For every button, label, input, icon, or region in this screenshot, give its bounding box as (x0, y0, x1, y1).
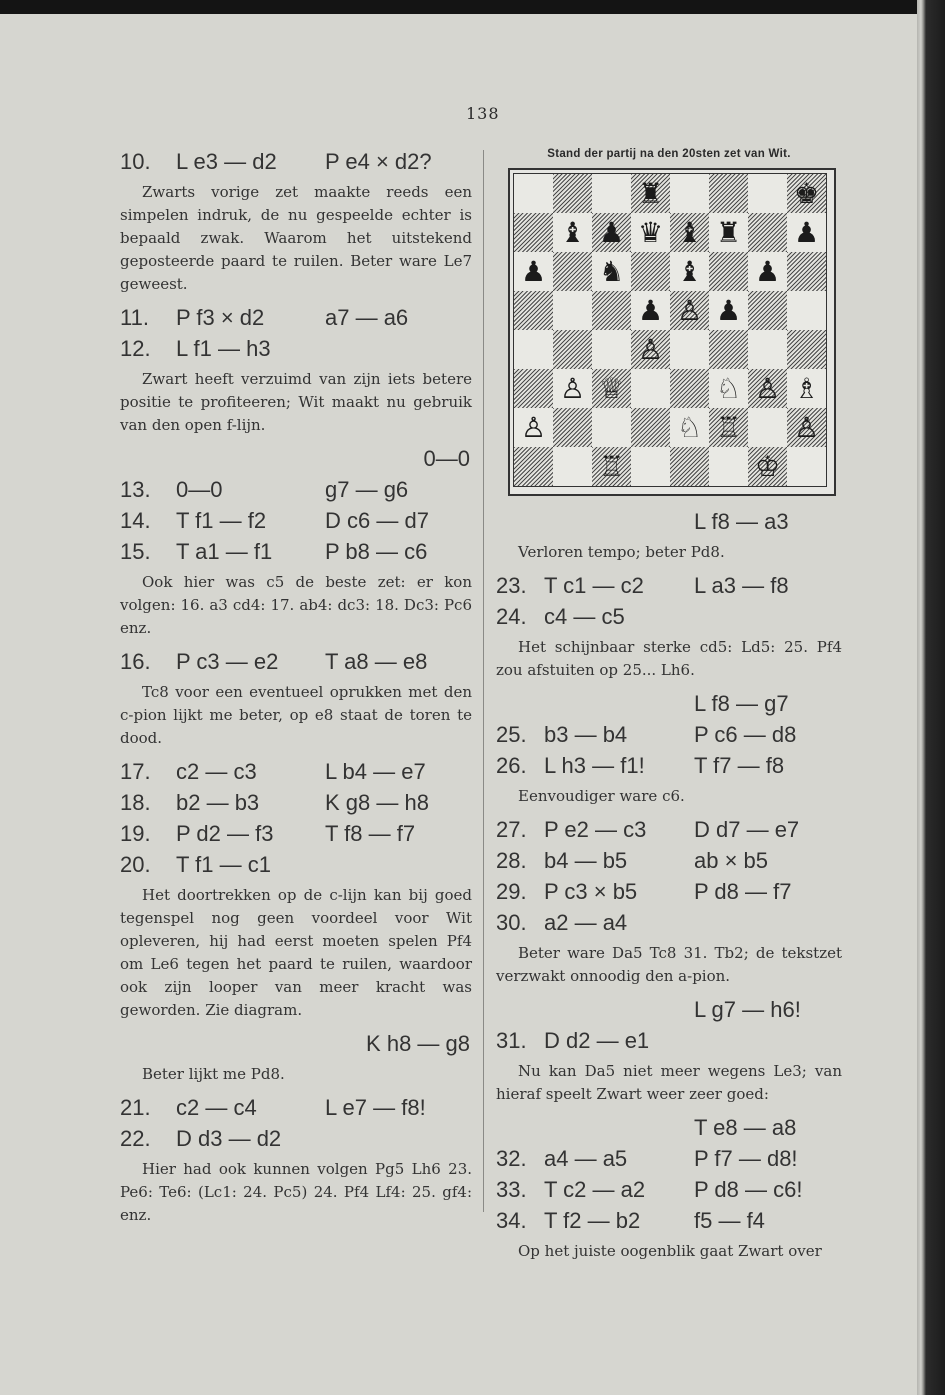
board-square (631, 252, 670, 291)
move-row (496, 1174, 842, 1205)
move-number: 14. (120, 508, 151, 533)
board-square (592, 174, 631, 213)
chess-piece-icon: ♝ (676, 254, 703, 288)
move-number: 34. (496, 1208, 527, 1233)
move-black: ab × b5 (694, 848, 769, 873)
move-white: P e2 — c3 (544, 817, 647, 842)
move-black: K h8 — g8 (366, 1031, 470, 1056)
chess-piece-icon: ♟ (637, 293, 664, 327)
move-white: T f1 — f2 (176, 508, 267, 533)
move-number: 13. (120, 477, 151, 502)
move-black: 0—0 (423, 446, 470, 471)
scan-right-edge (917, 0, 945, 1395)
move-white: T a1 — f1 (176, 539, 273, 564)
move-number: 29. (496, 879, 527, 904)
board-square (748, 252, 787, 291)
board-square (631, 447, 670, 486)
board-square (709, 330, 748, 369)
move-number: 27. (496, 817, 527, 842)
move-row (120, 849, 472, 880)
board-square (553, 369, 592, 408)
board-square (514, 447, 553, 486)
move-row (120, 1092, 472, 1123)
board-square (748, 408, 787, 447)
move-black: L b4 — e7 (325, 759, 426, 784)
move-row-black-only (120, 443, 472, 474)
chess-piece-icon: ♙ (676, 293, 703, 327)
board-square (553, 408, 592, 447)
move-white: a2 — a4 (544, 910, 628, 935)
board-square (592, 369, 631, 408)
board-square (553, 213, 592, 252)
board-square (670, 252, 709, 291)
board-square (592, 213, 631, 252)
chess-piece-icon: ♜ (715, 215, 742, 249)
move-number: 18. (120, 790, 151, 815)
move-black: P b8 — c6 (325, 539, 428, 564)
move-black: P c6 — d8 (694, 722, 797, 747)
chess-piece-icon: ♙ (520, 410, 547, 444)
board-square (748, 213, 787, 252)
board-square (631, 291, 670, 330)
scan-top-border (0, 0, 945, 14)
board-square (631, 213, 670, 252)
chess-piece-icon: ♝ (676, 215, 703, 249)
chess-piece-icon: ♟ (520, 254, 547, 288)
board-square (631, 408, 670, 447)
move-white: b2 — b3 (176, 790, 260, 815)
move-row (496, 601, 842, 632)
board-square (514, 330, 553, 369)
move-white: D d3 — d2 (176, 1126, 282, 1151)
chess-piece-icon: ♟ (715, 293, 742, 327)
move-row (496, 845, 842, 876)
board-square (631, 174, 670, 213)
move-black: T e8 — a8 (694, 1115, 797, 1140)
move-black: g7 — g6 (325, 477, 409, 502)
board-square (709, 213, 748, 252)
chess-diagram-frame (508, 168, 836, 496)
move-row (120, 646, 472, 677)
move-white: P f3 × d2 (176, 305, 265, 330)
board-square (670, 174, 709, 213)
annotation-paragraph: Zwart heeft verzuimd van zijn iets betere positie te profiteeren; Wit maakt nu gebruik van den open f-lijn. (120, 370, 472, 434)
board-square (553, 447, 592, 486)
chess-piece-icon: ♙ (754, 371, 781, 405)
chess-piece-icon: ♙ (793, 410, 820, 444)
board-square (709, 369, 748, 408)
chess-piece-icon: ♝ (559, 215, 586, 249)
chess-piece-icon: ♛ (637, 215, 664, 249)
board-square (592, 408, 631, 447)
move-number: 20. (120, 852, 151, 877)
move-black: P f7 — d8! (694, 1146, 798, 1171)
move-number: 32. (496, 1146, 527, 1171)
chess-piece-icon: ♖ (598, 449, 625, 483)
move-row (496, 1205, 842, 1236)
move-white: P c3 — e2 (176, 649, 279, 674)
move-black: P e4 × d2? (325, 149, 432, 174)
move-row (120, 146, 472, 177)
board-square (592, 252, 631, 291)
move-row (120, 302, 472, 333)
move-row (120, 1123, 472, 1154)
move-black: T f7 — f8 (694, 753, 785, 778)
move-row (496, 907, 842, 938)
move-black: a7 — a6 (325, 305, 409, 330)
right-column (496, 146, 842, 1269)
move-row (120, 787, 472, 818)
board-square (514, 174, 553, 213)
move-white: D d2 — e1 (544, 1028, 650, 1053)
move-number: 19. (120, 821, 151, 846)
move-black: T f8 — f7 (325, 821, 416, 846)
move-black: D d7 — e7 (694, 817, 800, 842)
board-square (748, 330, 787, 369)
board-square (670, 330, 709, 369)
board-square (787, 174, 826, 213)
board-square (787, 252, 826, 291)
board-square (514, 213, 553, 252)
move-row (120, 333, 472, 364)
move-white: P c3 × b5 (544, 879, 638, 904)
annotation-paragraph: Ook hier was c5 de beste zet: er kon volgen: 16. a3 cd4: 17. ab4: dc3: 18. Dc3: Pc6 enz. (120, 573, 472, 637)
move-white: 0—0 (176, 477, 223, 502)
move-white: c2 — c3 (176, 759, 257, 784)
move-row (496, 750, 842, 781)
move-black: P d8 — c6! (694, 1177, 803, 1202)
move-black: D c6 — d7 (325, 508, 429, 533)
column-divider (483, 150, 484, 1212)
annotation-paragraph: Nu kan Da5 niet meer wegens Le3; van hieraf speelt Zwart weer zeer goed: (496, 1062, 842, 1103)
board-square (514, 369, 553, 408)
move-white: P d2 — f3 (176, 821, 274, 846)
move-row (120, 505, 472, 536)
annotation-paragraph: Zwarts vorige zet maakte reeds een simpelen indruk, de nu gespeelde echter is bepaald zwak. Waarom het uitstekend geposteerde paard te ruilen. Beter ware Le7 geweest. (120, 183, 472, 293)
move-white: T c2 — a2 (544, 1177, 646, 1202)
move-number: 23. (496, 573, 527, 598)
move-number: 26. (496, 753, 527, 778)
annotation-paragraph: Tc8 voor een eventueel oprukken met den c-pion lijkt me beter, op e8 staat de toren te dood. (120, 683, 472, 747)
board-square (748, 174, 787, 213)
board-square (709, 408, 748, 447)
chess-piece-icon: ♖ (715, 410, 742, 444)
board-square (592, 291, 631, 330)
move-white: L e3 — d2 (176, 149, 277, 174)
board-square (709, 174, 748, 213)
chess-piece-icon: ♟ (793, 215, 820, 249)
annotation-paragraph: Het doortrekken op de c-lijn kan bij goed tegenspel nog geen voordeel voor Wit opleveren, hij had eerst moeten spelen Pf4 om Le6 tegen het paard te ruilen, waardoor ook zijn looper van meer kracht was geworden. Zie diagram. (120, 886, 472, 1019)
annotation-paragraph: Beter lijkt me Pd8. (142, 1065, 285, 1083)
board-square (514, 408, 553, 447)
move-row (120, 756, 472, 787)
board-square (787, 330, 826, 369)
board-square (748, 291, 787, 330)
board-square (553, 291, 592, 330)
board-square (709, 252, 748, 291)
move-row (496, 1143, 842, 1174)
move-white: b3 — b4 (544, 722, 628, 747)
move-number: 24. (496, 604, 527, 629)
diagram-caption: Stand der partij na den 20sten zet van Wit. (547, 148, 791, 160)
move-white: T f1 — c1 (176, 852, 271, 877)
move-number: 11. (120, 305, 149, 330)
move-number: 15. (120, 539, 151, 564)
move-row (496, 876, 842, 907)
move-row-black-only (120, 1028, 472, 1059)
board-square (553, 252, 592, 291)
board-square (670, 408, 709, 447)
move-black: L e7 — f8! (325, 1095, 426, 1120)
move-white: L f1 — h3 (176, 336, 271, 361)
board-square (787, 213, 826, 252)
move-black: P d8 — f7 (694, 879, 792, 904)
move-row (496, 1025, 842, 1056)
move-black: L a3 — f8 (694, 573, 789, 598)
annotation-paragraph: Eenvoudiger ware c6. (518, 787, 685, 805)
chess-piece-icon: ♟ (754, 254, 781, 288)
board-square (709, 291, 748, 330)
board-square (670, 369, 709, 408)
move-row (120, 536, 472, 567)
move-number: 22. (120, 1126, 151, 1151)
chess-board (513, 173, 827, 487)
chess-piece-icon: ♗ (793, 371, 820, 405)
move-black: f5 — f4 (694, 1208, 765, 1233)
chess-piece-icon: ♜ (637, 176, 664, 210)
board-square (553, 174, 592, 213)
annotation-paragraph: Hier had ook kunnen volgen Pg5 Lh6 23. Pe6: Te6: (Lc1: 24. Pc5) 24. Pf4 Lf4: 25. gf4: enz. (120, 1160, 472, 1224)
board-square (592, 330, 631, 369)
annotation-paragraph: Beter ware Da5 Tc8 31. Tb2; de tekstzet verzwakt onnoodig den a-pion. (496, 944, 842, 985)
move-number: 25. (496, 722, 527, 747)
move-black: K g8 — h8 (325, 790, 429, 815)
move-number: 33. (496, 1177, 527, 1202)
move-row-black-only (496, 994, 842, 1025)
board-square (670, 213, 709, 252)
chess-piece-icon: ♙ (559, 371, 586, 405)
board-square (670, 291, 709, 330)
move-white: b4 — b5 (544, 848, 628, 873)
move-number: 21. (120, 1095, 151, 1120)
chess-piece-icon: ♚ (793, 176, 820, 210)
chess-piece-icon: ♟ (598, 215, 625, 249)
chess-piece-icon: ♞ (598, 254, 625, 288)
chess-piece-icon: ♘ (676, 410, 703, 444)
move-white: c4 — c5 (544, 604, 625, 629)
left-column (120, 146, 472, 1233)
move-number: 28. (496, 848, 527, 873)
move-row (496, 719, 842, 750)
move-number: 17. (120, 759, 151, 784)
move-row-black-only (496, 506, 842, 537)
move-black: L f8 — g7 (694, 691, 789, 716)
move-white: a4 — a5 (544, 1146, 628, 1171)
chess-piece-icon: ♕ (598, 371, 625, 405)
move-black: L f8 — a3 (694, 509, 789, 534)
board-square (709, 447, 748, 486)
chess-piece-icon: ♙ (637, 332, 664, 366)
move-white: T c1 — c2 (544, 573, 644, 598)
board-square (631, 369, 670, 408)
move-black: T a8 — e8 (325, 649, 428, 674)
board-square (631, 330, 670, 369)
move-white: L h3 — f1! (544, 753, 645, 778)
move-number: 31. (496, 1028, 527, 1053)
board-square (514, 252, 553, 291)
move-row (120, 474, 472, 505)
board-square (787, 369, 826, 408)
move-number: 30. (496, 910, 527, 935)
annotation-paragraph: Het schijnbaar sterke cd5: Ld5: 25. Pf4 zou afstuiten op 25... Lh6. (496, 638, 842, 679)
chess-piece-icon: ♔ (754, 449, 781, 483)
move-row (496, 814, 842, 845)
move-number: 16. (120, 649, 151, 674)
board-square (787, 291, 826, 330)
move-white: c2 — c4 (176, 1095, 257, 1120)
board-square (592, 447, 631, 486)
move-row-black-only (496, 1112, 842, 1143)
move-black: L g7 — h6! (694, 997, 801, 1022)
annotation-paragraph: Op het juiste oogenblik gaat Zwart over (518, 1242, 822, 1260)
board-square (748, 369, 787, 408)
move-number: 10. (120, 149, 151, 174)
move-row (120, 818, 472, 849)
board-square (748, 447, 787, 486)
board-square (670, 447, 709, 486)
move-row (496, 570, 842, 601)
right-column-text (496, 506, 842, 1263)
annotation-paragraph: Verloren tempo; beter Pd8. (518, 543, 725, 561)
board-square (514, 291, 553, 330)
page-number: 138 (466, 104, 500, 123)
board-square (553, 330, 592, 369)
move-row-black-only (496, 688, 842, 719)
board-square (787, 447, 826, 486)
board-square (787, 408, 826, 447)
chess-piece-icon: ♘ (715, 371, 742, 405)
move-number: 12. (120, 336, 151, 361)
move-white: T f2 — b2 (544, 1208, 641, 1233)
